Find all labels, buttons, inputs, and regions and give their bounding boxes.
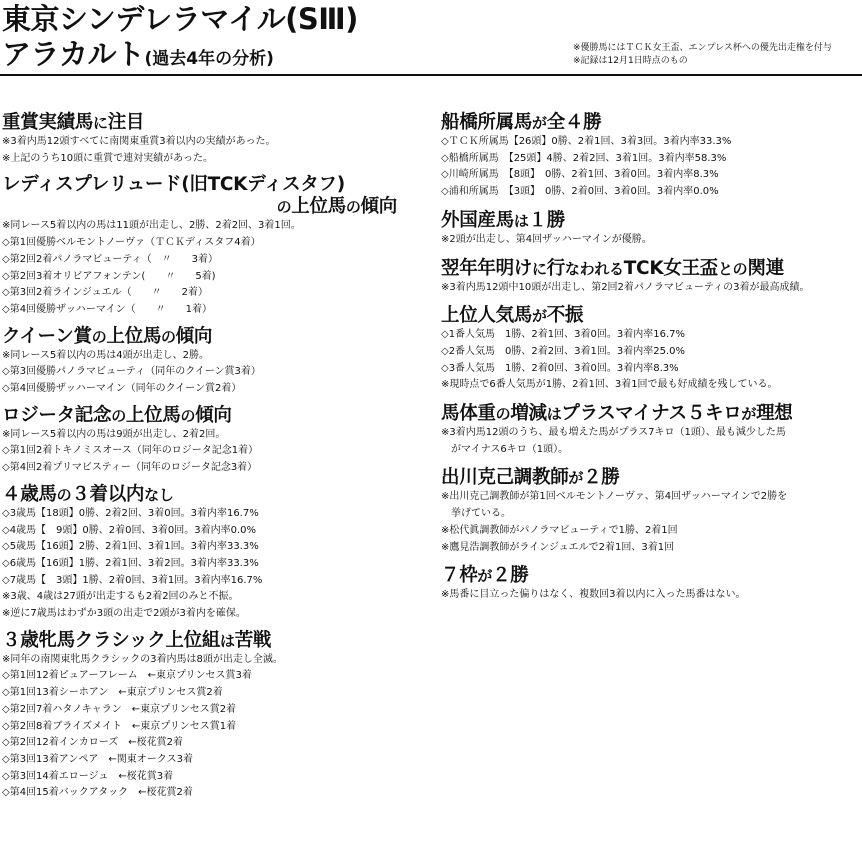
section-graded-record	[2, 112, 417, 167]
header-notes	[573, 42, 832, 68]
section-foreign-bred	[441, 210, 861, 249]
section-heading: 出川克己調教師が２勝	[441, 467, 620, 489]
text-line: ※2頭が出走し、第4回ザッハーマインが優勝。	[441, 233, 652, 245]
section-heading: ７枠が２勝	[441, 565, 529, 587]
text-line: ◇第3回14着エロージュ ←桜花賞3着	[2, 770, 174, 782]
text-line: ※3着内馬12頭すべてに南関東重賞3着以内の実績があった。	[2, 136, 276, 147]
note-line: ※優勝馬にはＴＣＫ女王盃、エンプレス杯への優先出走権を付与	[573, 43, 832, 53]
text-line: ◇第4回15着バックアタック ←桜花賞2着	[2, 787, 193, 799]
left-column	[2, 112, 417, 802]
subtitle-main: アラカルト	[2, 37, 145, 71]
text-line: ◇第3回2着ラインジュエル（ 〃 2着）	[2, 287, 209, 299]
section-heading: 船橋所属馬が全４勝	[441, 112, 602, 133]
text-line: ※出川克己調教師が第1回ベルモントノーヴァ、第4回ザッハーマインで2勝を	[441, 491, 788, 503]
section-heading: 上位人気馬が不振	[441, 305, 584, 327]
section-heading: レディスプレリュード(旧TCKディスタフ)	[2, 174, 345, 196]
text-line: ※馬番に目立った偏りはなく、複数回3着以内に入った馬番はない。	[441, 589, 746, 601]
header-divider	[0, 74, 862, 76]
text-line: ◇第2回12着インカローズ ←桜花賞2着	[2, 737, 184, 749]
right-column	[441, 112, 861, 604]
text-line: ◇6歳馬【16頭】1勝、2着1回、3着2回。3着内率33.3%	[2, 557, 259, 569]
text-line: ◇船橋所属馬 【25頭】4勝、2着2回、3着1回。3着内率58.3%	[441, 152, 727, 164]
text-line: ◇第4回2着プリマビスティー（同年のロジータ記念3着）	[2, 462, 258, 474]
text-line: ※3着内馬12頭中10頭が出走し、第2回2着パノラマビューティの3着が最高成績。	[441, 281, 810, 293]
text-line: ◇第2回7着ハタノキャラン ←東京プリンセス賞2着	[2, 703, 237, 715]
page-title: 東京シンデレラマイル(SⅢ)	[2, 2, 358, 36]
text-line: ※3歳、4歳は27頭が出走するも2着2回のみと不振。	[2, 591, 239, 603]
section-heading: ４歳馬の３着以内なし	[2, 483, 174, 505]
text-line: ※同年の南関東牝馬クラシックの3着内馬は8頭が出走し全滅。	[2, 653, 283, 665]
text-line: ◇第1回13着シーホアン ←東京プリンセス賞2着	[2, 687, 223, 699]
section-heading: ３歳牝馬クラシック上位組は苦戦	[2, 629, 272, 651]
section-gate	[441, 565, 861, 604]
text-line: ◇第3回優勝パノラマビューティ（同年のクイーン賞3着）	[2, 366, 261, 378]
section-queen-prize	[2, 326, 417, 398]
text-line: ※同レース5着以内の馬は4頭が出走し、2勝。	[2, 349, 209, 361]
section-tck-queen-cup	[441, 258, 861, 297]
text-line: ※上記のうち10頭に重賞で連対実績があった。	[2, 152, 214, 164]
text-line: ※鷹見浩調教師がラインジュエルで2着1回、3着1回	[441, 541, 675, 553]
section-heading: ロジータ記念の上位馬の傾向	[2, 404, 232, 426]
text-line: ◇川崎所属馬 【8頭】 0勝、2着1回、3着0回。3着内率8.3%	[441, 169, 719, 181]
text-line: がマイナス6キロ（1頭）。	[451, 443, 569, 455]
section-rosita-memorial	[2, 405, 417, 477]
section-heading: クイーン賞の上位馬の傾向	[2, 325, 213, 347]
text-line: ◇5歳馬【16頭】2勝、2着1回、3着1回。3着内率33.3%	[2, 541, 259, 553]
text-line: ◇第4回優勝ザッハーマイン（ 〃 1着）	[2, 303, 213, 315]
section-age-stats	[2, 484, 417, 623]
text-line: 挙げている。	[451, 508, 511, 520]
text-line: ◇第4回優勝ザッハーマイン（同年のクイーン賞2着）	[2, 383, 242, 395]
text-line: ◇2番人気馬 0勝、2着2回、3着1回。3着内率25.0%	[441, 345, 685, 357]
text-line: ◇第1回12着ピュアーフレーム ←東京プリンセス賞3着	[2, 670, 252, 682]
text-line: ◇第2回2着パノラマビューティ（ 〃 3着）	[2, 253, 218, 265]
text-line: ◇第2回8着ブライズメイト ←東京プリンセス賞1着	[2, 720, 237, 732]
text-line: ◇第2回3着オリビアフォンテン( 〃 5着)	[2, 270, 216, 282]
section-ladies-prelude	[2, 174, 417, 318]
text-line: ◇1番人気馬 1勝、2着1回、3着0回。3着内率16.7%	[441, 329, 685, 341]
section-heading: 馬体重の増減はプラスマイナス５キロが理想	[441, 403, 793, 425]
text-line: ◇第1回2着トキノミスオース（同年のロジータ記念1着）	[2, 445, 259, 457]
text-line: ※現時点で6番人気馬が1勝、2着1回、3着1回で最も好成績を残している。	[441, 379, 778, 391]
section-popular-horses	[441, 305, 861, 394]
text-line: ◇3歳馬【18頭】0勝、2着2回、3着0回。3着内率16.7%	[2, 507, 259, 519]
text-line: ※松代眞調教師がパノラマビューティで1勝、2着1回	[441, 524, 678, 536]
section-funabashi	[441, 112, 861, 201]
section-heading: 外国産馬は１勝	[441, 209, 565, 231]
page-subtitle	[2, 38, 274, 75]
section-classic-fillies	[2, 630, 417, 802]
note-line: ※記録は12月1日時点のもの	[573, 56, 688, 66]
text-line: ※同レース5着以内の馬は9頭が出走し、2着2回。	[2, 428, 226, 440]
text-line: ※同レース5着以内の馬は11頭が出走し、2勝、2着2回、3着1回。	[2, 220, 301, 232]
text-line: ◇4歳馬【 9頭】0勝、2着0回、3着0回。3着内率0.0%	[2, 524, 256, 536]
text-line: ※逆に7歳馬はわずか3頭の出走で2頭が3着内を確保。	[2, 608, 246, 620]
text-line: ◇3番人気馬 1勝、2着0回、3着0回。3着内率8.3%	[441, 362, 679, 374]
text-line: ◇第3回13着アンペア ←関東オークス3着	[2, 753, 194, 765]
section-heading: 重賞実績馬に注目	[2, 112, 145, 133]
section-body-weight	[441, 403, 861, 458]
text-line: ※3着内馬12頭のうち、最も増えた馬がプラス7キロ（1頭）、最も減少した馬	[441, 427, 786, 439]
section-heading: 翌年年明けに行なわれるTCK女王盃との関連	[441, 257, 784, 279]
text-line: ◇浦和所属馬 【3頭】 0勝、2着0回、3着0回。3着内率0.0%	[441, 186, 719, 198]
text-line: ◇ＴＣＫ所属馬【26頭】0勝、2着1回、3着3回。3着内率33.3%	[441, 136, 732, 147]
section-heading-line2: の上位馬の傾向	[276, 196, 397, 218]
subtitle-sub: (過去4年の分析)	[144, 49, 274, 69]
section-trainer	[441, 467, 861, 556]
text-line: ◇7歳馬【 3頭】1勝、2着0回、3着1回。3着内率16.7%	[2, 574, 263, 586]
text-line: ◇第1回優勝ベルモントノーヴァ（ＴＣＫディスタフ4着）	[2, 237, 261, 249]
